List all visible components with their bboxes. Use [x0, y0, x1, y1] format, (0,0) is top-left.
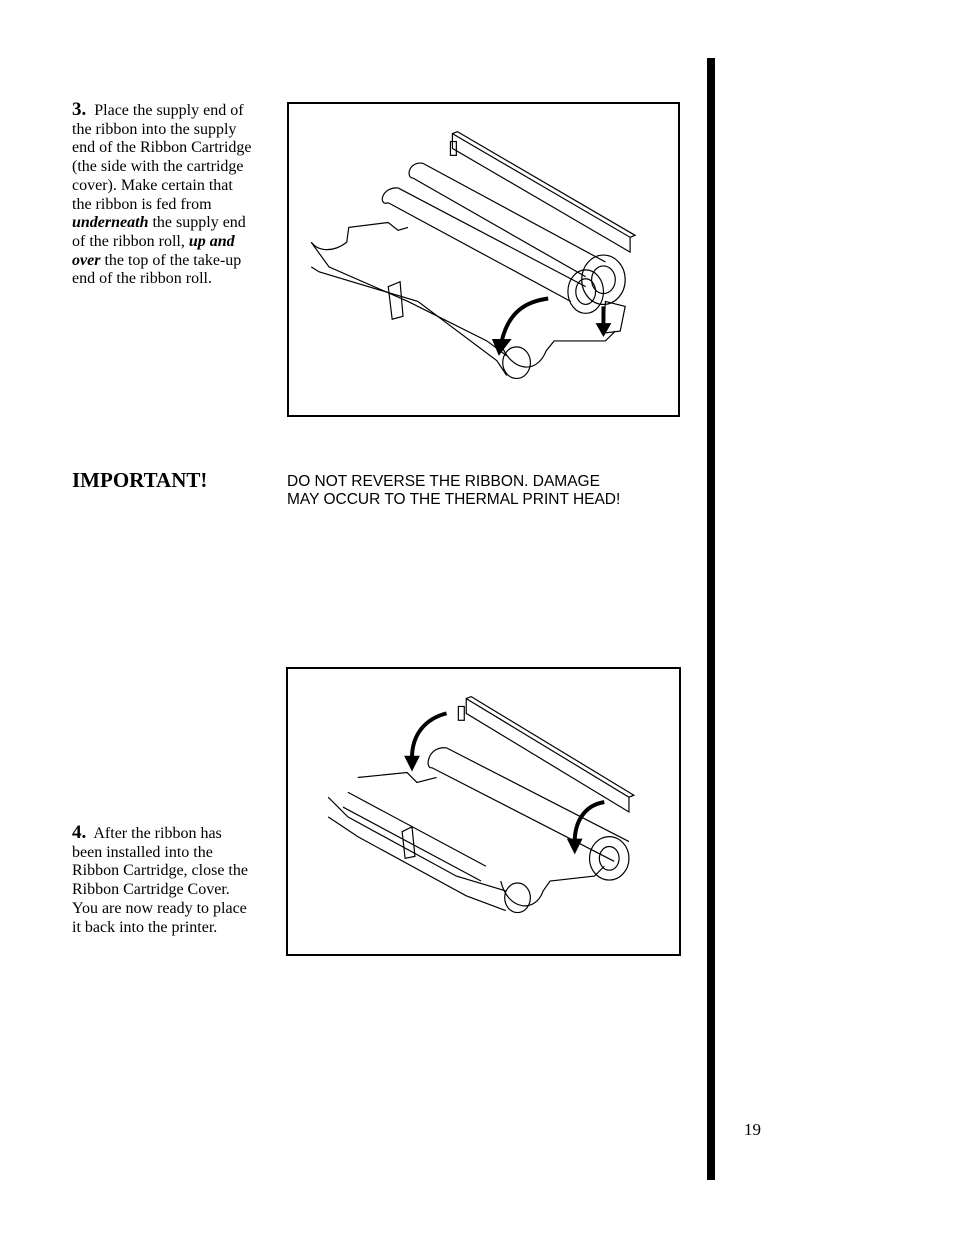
- step-3-instruction: [72, 101, 252, 289]
- important-label: IMPORTANT!: [72, 468, 208, 492]
- figure-ribbon-closed: [286, 667, 681, 956]
- step-3-text-2: the supply end of the ribbon roll,: [72, 214, 246, 250]
- important-warning-line-1: DO NOT REVERSE THE RIBBON. DAMAGE: [287, 473, 600, 490]
- figure-ribbon-supply: [287, 102, 680, 417]
- step-3-emphasis-up-and-over: up and over: [72, 232, 235, 269]
- step-3-text-1: Place the supply end of the ribbon into the supply end of the Ribbon Cartridge (the side with the cartridge cover). Make certain that the ribbon is fed from: [72, 102, 252, 213]
- side-rule-divider: [707, 58, 715, 1180]
- step-3-emphasis-underneath: underneath: [72, 214, 149, 232]
- important-warning-line-2: MAY OCCUR TO THE THERMAL PRINT HEAD!: [287, 491, 621, 508]
- ribbon-cartridge-supply-illustration: [289, 104, 678, 415]
- step-3-text-3: the top of the take-up end of the ribbon roll.: [72, 251, 242, 288]
- step-4-number: 4.: [72, 822, 87, 843]
- step-3-number: 3.: [72, 99, 87, 120]
- step-4-text: After the ribbon has been installed into the Ribbon Cartridge, close the Ribbon Cartridge Cover. You are now ready to place it back into the printer.: [72, 825, 248, 936]
- important-warning: [287, 473, 687, 509]
- ribbon-cartridge-closed-illustration: [288, 669, 679, 954]
- step-4-instruction: [72, 824, 252, 937]
- page-number: 19: [744, 1120, 761, 1139]
